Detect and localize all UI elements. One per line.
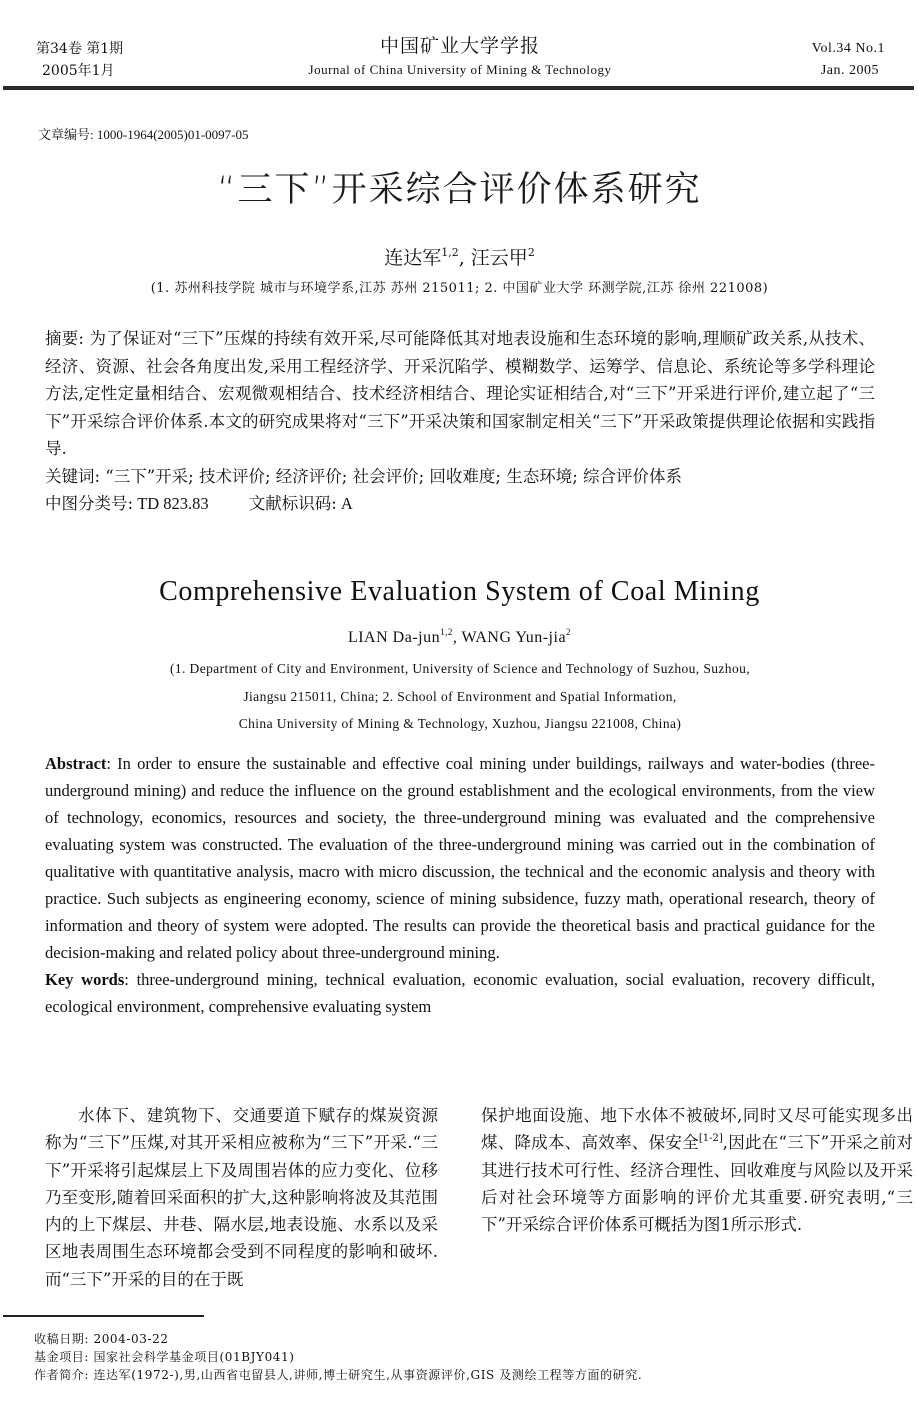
- date-cn: 2005年1月: [42, 63, 115, 79]
- abstract-cn: [45, 325, 875, 463]
- abstract-en-label: Abstract: [45, 754, 107, 773]
- affiliation-en: [60, 655, 860, 738]
- clc-value: TD 823.83: [133, 494, 209, 513]
- footnote-rule: [3, 1315, 204, 1317]
- body-text: 保护地面设施、地下水体不被破坏,同时又尽可能实现多出煤、降成本、高效率、保安全: [481, 1106, 913, 1153]
- affiliation-en-line: (1. Department of City and Environment, University of Science and Technology of Suzhou, Suzhou,: [169, 661, 751, 676]
- affiliation-en-line: Jiangsu 215011, China; 2. School of Environment and Spatial Information,: [243, 688, 677, 704]
- keywords-cn-label: 关键词:: [45, 466, 101, 486]
- author-name: 连达军: [384, 247, 442, 269]
- abstract-en-block: [45, 750, 875, 1020]
- footnote-fund: [34, 1348, 642, 1366]
- journal-issue-cn: [36, 38, 123, 82]
- journal-title: [230, 32, 690, 80]
- footnote-text: 2004-03-22: [89, 1332, 169, 1346]
- doc-code-value: A: [336, 494, 353, 513]
- keywords-cn-text: “三下”开采; 技术评价; 经济评价; 社会评价; 回收难度; 生态环境; 综合评价体系: [100, 466, 683, 486]
- abstract-cn-block: [45, 325, 875, 518]
- footnote-label: 收稿日期:: [34, 1332, 90, 1346]
- keywords-cn: [45, 463, 875, 491]
- body-column-left: [45, 1102, 438, 1293]
- body-text: ,因此在“三下”开采之前对其进行技术可行性、经济合理性、回收难度与风险以及开采后对社会环境等方面影响的评价尤其重要.研究表明,“三下”开采综合评价体系可概括为图1所示形式.: [481, 1133, 914, 1235]
- footnote-text: 连达军(1972-),男,山西省屯留县人,讲师,博士研究生,从事资源评价,GIS 及测绘工程等方面的研究.: [89, 1368, 643, 1382]
- clc-label: 中图分类号:: [45, 494, 134, 513]
- abstract-cn-text: 为了保证对“三下”压煤的持续有效开采,尽可能降低其对地表设施和生态环境的影响,理顺矿政关系,从技术、经济、资源、社会各角度出发,采用工程经济学、开采沉陷学、模糊数学、运筹学、信息论、系统论等多学科理论方法,定性定量相结合、宏观微观相结合、技术经济相结合、理论实证相结合,对“三下”开采进行评价,建立起了“三下”开采综合评价体系.本文的研究成果将对“三下”开采决策和国家制定相关“三下”开采政策提供理论依据和实践指导.: [45, 329, 876, 458]
- footnote-label: 作者简介:: [34, 1368, 90, 1382]
- body-paragraph: 水体下、建筑物下、交通要道下赋存的煤炭资源称为“三下”压煤,对其开采相应被称为“三下”开采.“三下”开采将引起煤层上下及周围岩体的应力变化、位移乃至变形,随着回采面积的扩大,这种影响将波及其范围内的上下煤层、井巷、隔水层,地表设施、水系以及采区地表周围生态环境都会受到不同程度的影响和破坏.而“三下”开采的目的在于既: [45, 1106, 438, 1289]
- doc-code-label: 文献标识码:: [248, 494, 337, 513]
- author-affil-mark: 2: [566, 627, 572, 637]
- keywords-en-text: : three-underground mining, technical evaluation, economic evaluation, social evaluation, recovery difficult, ecological environment, comprehensive evaluating system: [45, 970, 876, 1016]
- author-affil-mark: 1,2: [440, 627, 453, 637]
- abstract-cn-label: 摘要:: [45, 329, 84, 348]
- author-name: 汪云甲: [470, 247, 528, 269]
- journal-issue-en: [812, 38, 885, 82]
- footnote-author-bio: [34, 1366, 642, 1384]
- author-name: WANG Yun-jia: [461, 629, 567, 646]
- authors-cn: [0, 244, 919, 272]
- date-en: Jan. 2005: [820, 63, 879, 78]
- footnote-label: 基金项目:: [34, 1350, 90, 1364]
- volume-issue-cn: 第34卷 第1期: [36, 41, 124, 57]
- author-separator: ,: [452, 629, 462, 646]
- keywords-en: [45, 966, 875, 1020]
- citation-link[interactable]: [1-2]: [698, 1133, 723, 1145]
- header-rule: [3, 86, 914, 90]
- footnote-text: 国家社会科学基金项目(01BJY041): [89, 1350, 295, 1364]
- title-en: Comprehensive Evaluation System of Coal Mining: [159, 576, 760, 607]
- author-affil-mark: 2: [527, 246, 535, 259]
- classification: [45, 490, 875, 518]
- title-cn: “三下”开采综合评价体系研究: [217, 170, 702, 210]
- abstract-en-text: : In order to ensure the sustainable and effective coal mining under buildings, railways and water-bodies (three-underground mining) and reduce the influence on the ground establishment and the ecological environments, from the view of technology, economics, resources and society, the three-underground mining was evaluated and the comprehensive evaluating system was constructed. The evaluation of the three-underground mining was carried out in the combination of qualitative with quantitative analysis, macro with micro discussion, the technical and the economic analysis and theory with practice. Such subjects as engineering economy, science of mining subsidence, fuzzy math, operational research, theory of information and theory of system were adopted. The results can provide the theoretical basis and practical guidance for the decision-making and related policy about three-underground mining.: [45, 754, 875, 962]
- footnotes: [34, 1330, 642, 1384]
- article-number: 文章编号: 1000-1964(2005)01-0097-05: [38, 127, 249, 142]
- footnote-received: [34, 1330, 642, 1348]
- author-affil-mark: 1,2: [441, 246, 459, 259]
- affiliation-en-line: China University of Mining & Technology, Xuzhou, Jiangsu 221008, China): [238, 716, 682, 731]
- journal-title-en: Journal of China University of Mining & Technology: [308, 62, 612, 77]
- author-separator: ,: [458, 247, 471, 269]
- authors-en: [0, 626, 919, 650]
- journal-title-cn: 中国矿业大学学报: [379, 35, 540, 57]
- body-column-right: [481, 1102, 913, 1238]
- abstract-en: [45, 750, 875, 966]
- author-name: LIAN Da-jun: [347, 629, 441, 646]
- affiliation-cn: (1. 苏州科技学院 城市与环境学系,江苏 苏州 215011; 2. 中国矿业大学 环测学院,江苏 徐州 221008): [150, 281, 769, 296]
- keywords-en-label: Key words: [45, 970, 125, 989]
- volume-issue-en: Vol.34 No.1: [811, 41, 885, 56]
- body-paragraph: [481, 1102, 913, 1238]
